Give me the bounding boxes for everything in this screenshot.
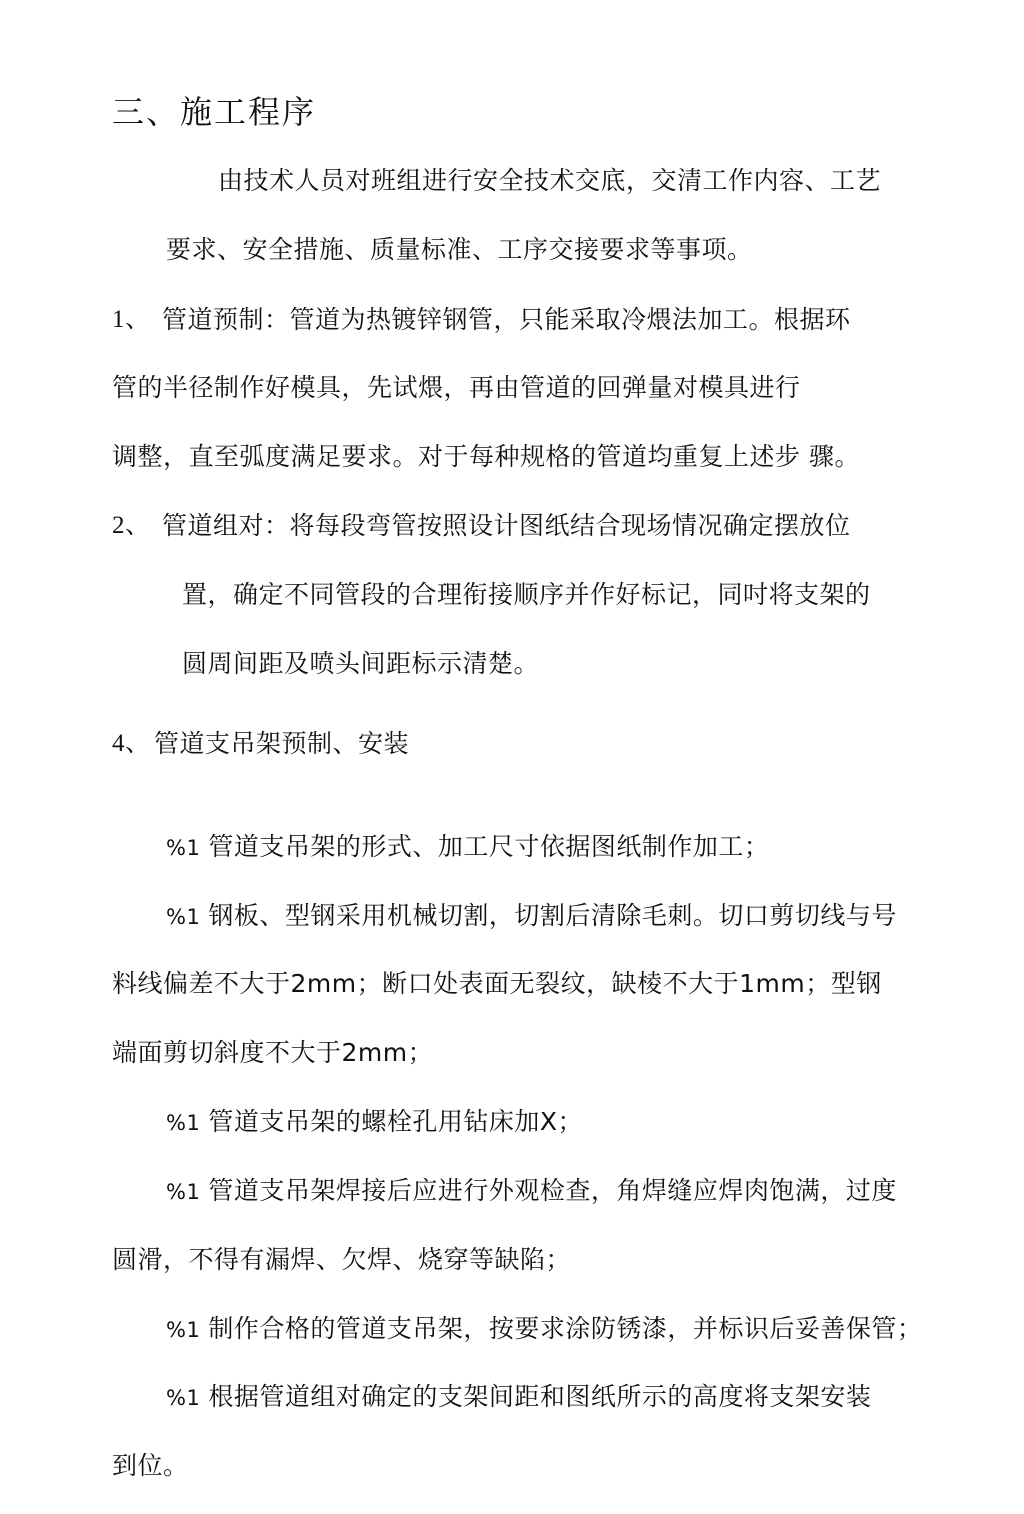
item-1-line-1: 管道预制：管道为热镀锌钢管，只能采取冷煨法加工。根据环 xyxy=(162,305,851,334)
sub-item-5-tag: %1 xyxy=(166,1318,201,1342)
item-2-number: 2、 xyxy=(112,512,151,539)
sub-item-4-tag: %1 xyxy=(166,1180,201,1204)
sub-item-2-line-1 xyxy=(166,901,897,932)
item-1-line-3: 调整，直至弧度满足要求。对于每种规格的管道均重复上述步 骤。 xyxy=(112,442,860,471)
item-2-line-3: 圆周间距及喷头间距标示清楚。 xyxy=(182,649,540,678)
sub-item-6-line-1 xyxy=(166,1382,871,1413)
item-4-number: 4、 xyxy=(112,730,151,757)
item-2-line-2: 置，确定不同管段的合理衔接顺序并作好标记，同吋将支架的 xyxy=(182,580,871,609)
sub-item-1-text: 管道支吊架的形式、加工尺寸依据图纸制作加工； xyxy=(208,832,770,861)
item-4-title: 管道支吊架预制、安装 xyxy=(154,729,410,758)
sub-item-6-line-2: 到位。 xyxy=(112,1451,189,1480)
sub-item-1-tag: %1 xyxy=(166,836,201,860)
sub-item-6-tag: %1 xyxy=(166,1386,201,1410)
intro-line-2: 要求、安全措施、质量标准、工序交接要求等事项。 xyxy=(166,235,753,264)
sub-item-4-line-2: 圆滑，不得有漏焊、欠焊、烧穿等缺陷； xyxy=(112,1245,572,1274)
sub-item-1-line-1 xyxy=(166,832,769,863)
sub-item-3-text: 管道支吊架的螺栓孔用钻床加X； xyxy=(208,1107,583,1136)
sub-item-5-text: 制作合格的管道支吊架，按要求涂防锈漆，并标识后妥善保管； xyxy=(208,1314,923,1343)
sub-item-2-line-3: 端面剪切斜度不大于2mm； xyxy=(112,1038,434,1067)
sub-item-2-tag: %1 xyxy=(166,905,201,929)
item-2-line-1: 管道组对：将每段弯管按照设计图纸结合现场情况确定摆放位 xyxy=(162,511,851,540)
sub-item-5-line-1 xyxy=(166,1314,922,1345)
item-1-line-2: 管的半径制作好模具，先试煨，再由管道的回弹量对模具进行 xyxy=(112,373,801,402)
sub-item-4-line-1 xyxy=(166,1176,897,1207)
sub-item-3-line-1 xyxy=(166,1107,583,1138)
sub-item-3-tag: %1 xyxy=(166,1111,201,1135)
section-heading: 三、施工程序 xyxy=(112,93,317,131)
intro-line-1: 由技术人员对班组进行安全技术交底，交清工作内容、工艺 xyxy=(218,166,882,195)
sub-item-6-text: 根据管道组对确定的支架间距和图纸所示的高度将支架安装 xyxy=(208,1382,872,1411)
item-1-number: 1、 xyxy=(112,306,151,333)
sub-item-2-text: 钢板、型钢采用机械切割，切割后清除毛刺。切口剪切线与号 xyxy=(208,901,897,930)
sub-item-2-line-2: 料线偏差不大于2mm；断口处表面无裂纹，缺棱不大于1mm；型钢 xyxy=(112,969,882,998)
sub-item-4-text: 管道支吊架焊接后应进行外观检查，角焊缝应焊肉饱满，过度 xyxy=(208,1176,897,1205)
